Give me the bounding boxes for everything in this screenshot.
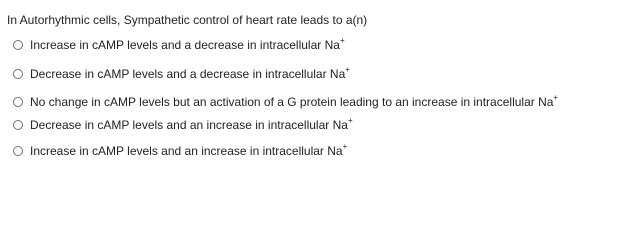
answer-option-2[interactable]: [13, 66, 350, 82]
answer-option-label: Increase in cAMP levels and a decrease in intracellular Na+: [30, 36, 345, 52]
radio-button-icon[interactable]: [13, 69, 23, 79]
superscript-plus: +: [342, 142, 348, 151]
radio-button-icon[interactable]: [13, 146, 23, 156]
superscript-plus: +: [345, 65, 350, 74]
answer-option-4[interactable]: [13, 117, 353, 133]
answer-option-label: No change in cAMP levels but an activation of a G protein leading to an increase in intracellular Na+: [30, 93, 559, 109]
radio-button-icon[interactable]: [13, 40, 23, 50]
answer-option-label: Increase in cAMP levels and an increase in intracellular Na+: [30, 142, 348, 158]
answer-option-5[interactable]: [13, 143, 347, 159]
superscript-plus: +: [347, 116, 353, 125]
question-text: In Autorhythmic cells, Sympathetic control of heart rate leads to a(n): [7, 13, 368, 27]
radio-button-icon[interactable]: [13, 97, 23, 107]
superscript-plus: +: [553, 93, 559, 102]
answer-option-3[interactable]: [13, 94, 558, 110]
superscript-plus: +: [339, 36, 345, 45]
answer-option-label: Decrease in cAMP levels and an increase in intracellular Na+: [30, 116, 353, 132]
answer-option-1[interactable]: [13, 37, 345, 53]
answer-option-label: Decrease in cAMP levels and a decrease in intracellular Na+: [30, 65, 350, 81]
radio-button-icon[interactable]: [13, 120, 23, 130]
